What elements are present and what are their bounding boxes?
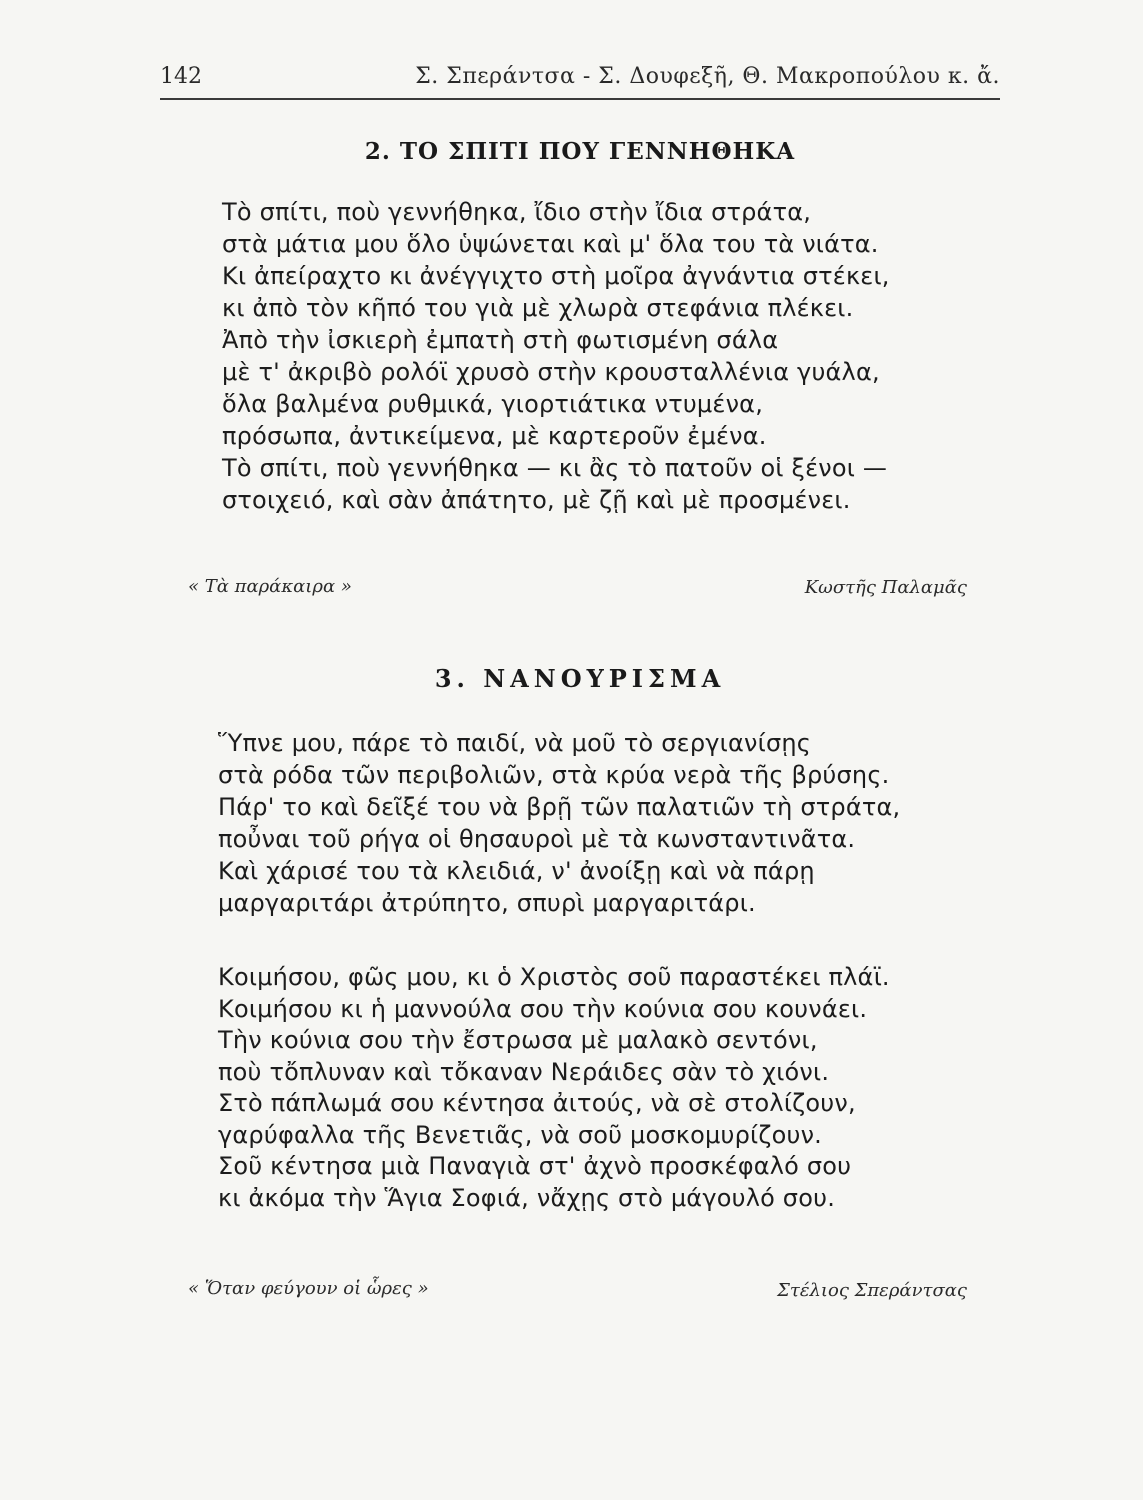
poem-nanourisma-stanza-2 [218, 962, 890, 1214]
poem-line: γαρύφαλλα τῆς Βενετιᾶς, νὰ σοῦ μοσκομυρίζουν. [218, 1120, 823, 1149]
poem-line: μαργαριτάρι ἀτρύπητο, σπυρὶ μαργαριτάρι. [218, 889, 756, 917]
poem-author: Κωστῆς Παλαμᾶς [804, 577, 967, 598]
poem-line: Τὸ σπίτι, ποὺ γεννήθηκα — κι ἂς τὸ πατοῦν οἱ ξένοι — [222, 454, 888, 482]
poem-line: Πάρ' το καὶ δεῖξέ του νὰ βρῇ τῶν παλατιῶν τὴ στράτα, [218, 793, 901, 821]
poem-line: Κι ἀπείραχτο κι ἀνέγγιχτο στὴ μοῖρα ἀγνάντια στέκει, [222, 262, 890, 290]
poem-line: ὅλα βαλμένα ρυθμικά, γιορτιάτικα ντυμένα, [222, 390, 764, 418]
poem-line: Ὕπνε μου, πάρε τὸ παιδί, νὰ μοῦ τὸ σεργιανίσῃς [218, 729, 812, 757]
page-number: 142 [160, 64, 202, 89]
poem-source: « Τὰ παράκαιρα » [188, 576, 352, 597]
poem-line: Ἀπὸ τὴν ἰσκιερὴ ἐμπατὴ στὴ φωτισμένη σάλα [222, 326, 779, 354]
poem-line: Σοῦ κέντησα μιὰ Παναγιὰ στ' ἀχνὸ προσκέφαλό σου [218, 1152, 852, 1180]
poem-line: ποὖναι τοῦ ρήγα οἱ θησαυροὶ μὲ τὰ κωνσταντινᾶτα. [218, 825, 856, 853]
poem-line: Κοιμήσου, φῶς μου, κι ὁ Χριστὸς σοῦ παραστέκει πλάϊ. [218, 963, 890, 991]
poem-title-nanourisma: 3. ΝΑΝΟΥΡΙΣΜΑ [434, 664, 726, 693]
poem-line: στὰ μάτια μου ὅλο ὑψώνεται καὶ μ' ὅλα του τὰ νιάτα. [222, 230, 879, 258]
poem-line: στοιχειό, καὶ σὰν ἀπάτητο, μὲ ζῇ καὶ μὲ προσμένει. [222, 486, 851, 514]
poem-line: πρόσωπα, ἀντικείμενα, μὲ καρτεροῦν ἐμένα. [222, 422, 767, 450]
poem-line: κι ἀκόμα τὴν Ἅγια Σοφιά, νἄχῃς στὸ μάγουλό σου. [218, 1183, 836, 1212]
poem-title-spiti: 2. ΤΟ ΣΠΙΤΙ ΠΟΥ ΓΕΝΝΗΘΗΚΑ [364, 138, 796, 165]
poem-line: ποὺ τὄπλυναν καὶ τὄκαναν Νεράιδες σὰν τὸ χιόνι. [218, 1057, 830, 1086]
poem-line: μὲ τ' ἀκριβὸ ρολόϊ χρυσὸ στὴν κρουσταλλένια γυάλα, [222, 358, 880, 386]
poem-line: κι ἀπὸ τὸν κῆπό του γιὰ μὲ χλωρὰ στεφάνια πλέκει. [222, 294, 854, 322]
poem-line: Κοιμήσου κι ἡ μαννούλα σου τὴν κούνια σου κουνάει. [218, 994, 868, 1023]
poem-line: Τὸ σπίτι, ποὺ γεννήθηκα, ἴδιο στὴν ἴδια στράτα, [222, 198, 812, 226]
poem-spiti-text [222, 196, 890, 516]
poem-line: Στὸ πάπλωμά σου κέντησα ἀιτούς, νὰ σὲ στολίζουν, [218, 1089, 856, 1117]
poem-source: « Ὅταν φεύγουν οἱ ὧρες » [188, 1278, 429, 1299]
header-rule [160, 98, 1000, 100]
poem-line: στὰ ρόδα τῶν περιβολιῶν, στὰ κρύα νερὰ τῆς βρύσης. [218, 761, 890, 789]
poem-author: Στέλιος Σπεράντσας [777, 1280, 967, 1301]
running-head: Σ. Σπεράντσα - Σ. Δουφεξῆ, Θ. Μακροπούλου κ. ἄ. [415, 64, 1000, 89]
page-header [160, 62, 1000, 98]
poem-line: Καὶ χάρισέ του τὰ κλειδιά, ν' ἀνοίξῃ καὶ νὰ πάρῃ [218, 857, 815, 885]
poem-nanourisma-stanza-1 [218, 727, 900, 919]
poem-line: Τὴν κούνια σου τὴν ἔστρωσα μὲ μαλακὸ σεντόνι, [218, 1026, 818, 1054]
